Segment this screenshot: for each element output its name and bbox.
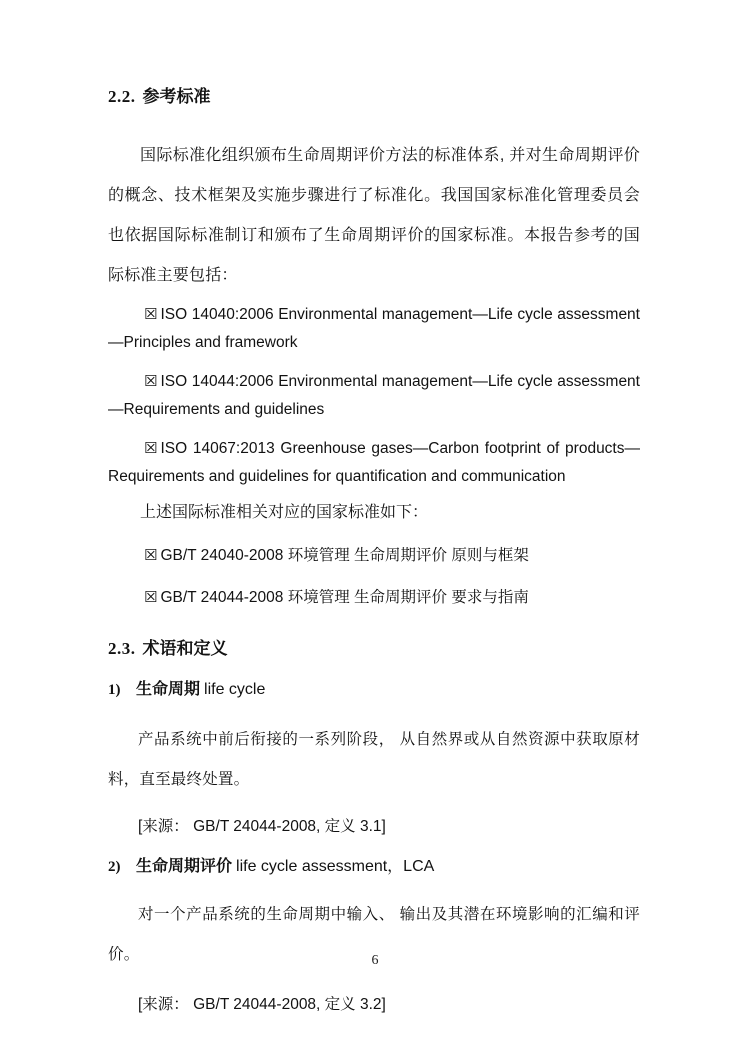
list-item-iso-14067 [108,434,640,491]
section-number: 2.2. [108,87,136,106]
gb-standard-text: GB/T 24040-2008 环境管理 生命周期评价 原则与框架 [160,547,529,564]
missing-glyph-icon: ☒ [144,372,158,390]
section-title: 参考标准 [142,87,211,106]
section-number: 2.3. [108,639,136,658]
missing-glyph-icon: ☒ [144,305,158,323]
term-chinese: 生命周期 [136,681,201,698]
national-standards-intro: 上述国际标准相关对应的国家标准如下： [140,504,429,521]
term-number: 1) [108,682,121,698]
missing-glyph-icon: ☒ [144,588,158,606]
term-english: life cycle [204,681,266,698]
term-item-lca [108,853,640,881]
section-heading-2-3 [108,638,640,660]
iso-standard-text: ISO 14040:2006 Environmental management—Life cycle assessment—Principles and framework [108,306,640,351]
iso-standard-text: ISO 14044:2006 Environmental management—Life cycle assessment—Requirements and guidelines [108,373,640,418]
term-english: life cycle assessment，LCA [236,858,435,875]
list-item-gbt-24040 [108,541,640,570]
term-number: 2) [108,859,121,875]
term-item-life-cycle [108,676,640,704]
missing-glyph-icon: ☒ [144,546,158,564]
term-definition: 对一个产品系统的生命周期中输入、 输出及其潜在环境影响的汇编和评价。 [108,906,640,963]
term-chinese: 生命周期评价 [136,858,233,875]
list-item-iso-14040 [108,300,640,357]
gb-standard-text: GB/T 24044-2008 环境管理 生命周期评价 要求与指南 [160,589,529,606]
term-definition: 产品系统中前后衔接的一系列阶段， 从自然界或从自然资源中获取原材料，直至最终处置。 [108,731,640,788]
iso-standard-text: ISO 14067:2013 Greenhouse gases—Carbon footprint of products—Requirements and guidelines for quantification and communication [108,440,640,485]
term-source: [来源： GB/T 24044-2008, 定义 3.1] [138,818,386,835]
list-item-iso-14044 [108,367,640,424]
intro-paragraph: 国际标准化组织颁布生命周期评价方法的标准体系, 并对生命周期评价的概念、技术框架及实施步骤进行了标准化。我国国家标准化管理委员会也依据国际标准制订和颁布了生命周期评价的国家标准。本报告参考的国际标准主要包括： [108,147,640,284]
page-number: 6 [371,953,379,968]
missing-glyph-icon: ☒ [144,439,158,457]
list-item-gbt-24044 [108,583,640,612]
section-title: 术语和定义 [142,639,228,658]
section-heading-2-2 [108,86,640,108]
term-source: [来源： GB/T 24044-2008, 定义 3.2] [138,996,386,1013]
